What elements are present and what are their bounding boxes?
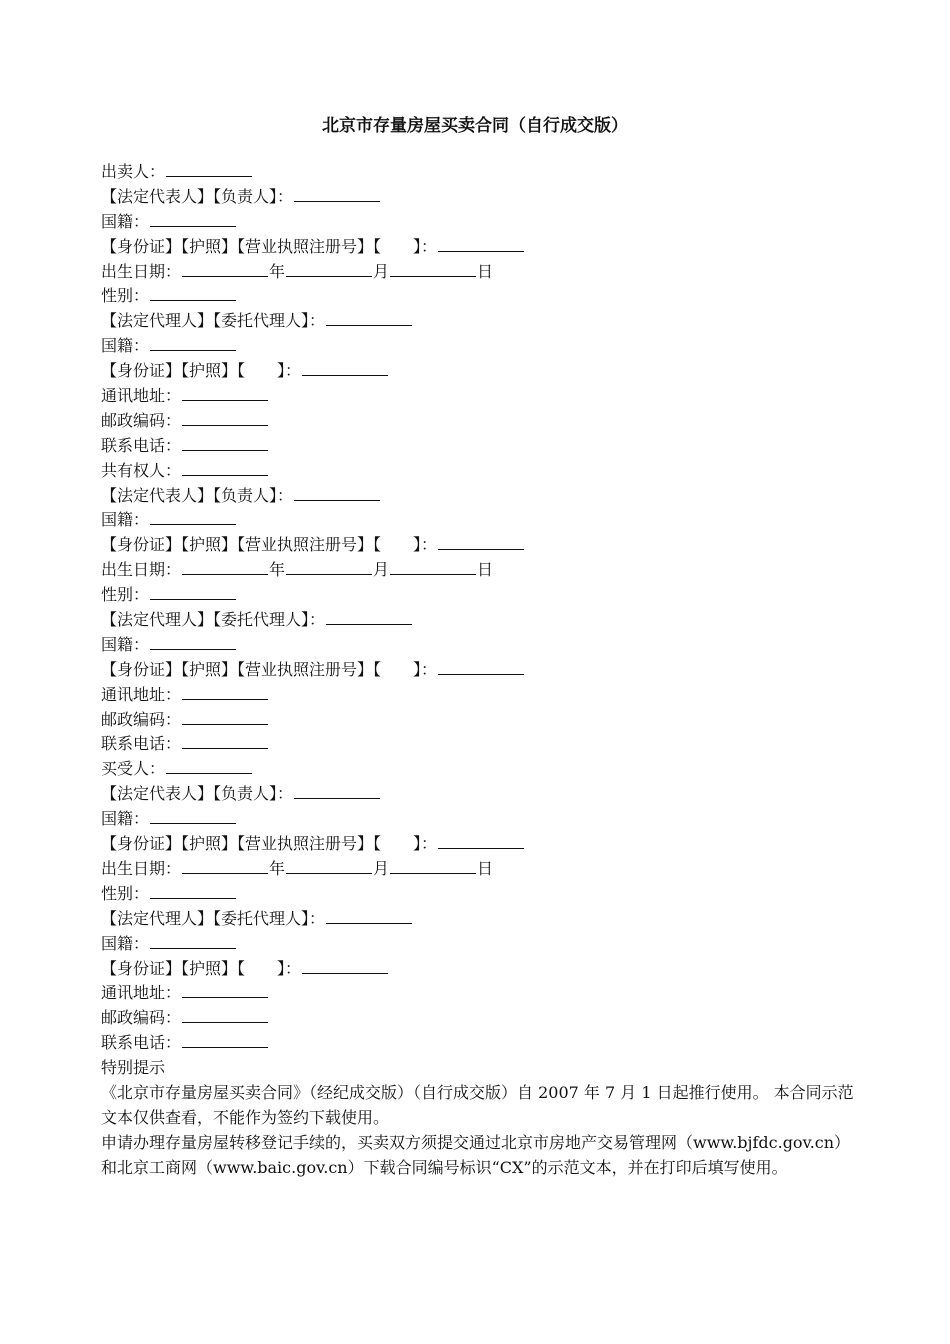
field-label: 邮政编码： <box>101 1008 182 1028</box>
field-label: 性别： <box>101 286 150 306</box>
field-label: 出生日期： <box>101 560 182 580</box>
field-label: 【身份证】【护照】【营业执照注册号】【 】： <box>101 535 438 555</box>
form-line <box>101 508 861 533</box>
day-blank[interactable] <box>390 559 476 575</box>
fill-in-blank[interactable] <box>438 534 524 550</box>
notice-heading: 特别提示 <box>101 1058 166 1078</box>
fill-in-blank[interactable] <box>150 335 236 351</box>
field-label: 通讯地址： <box>101 983 182 1003</box>
form-line <box>101 683 861 708</box>
field-label: 联系电话： <box>101 1033 182 1053</box>
form-line <box>101 160 861 185</box>
field-label: 国籍： <box>101 809 150 829</box>
fill-in-blank[interactable] <box>150 584 236 600</box>
form-line <box>101 882 861 907</box>
field-label: 【法定代表人】【负责人】： <box>101 485 294 505</box>
form-line <box>101 658 861 683</box>
day-unit: 日 <box>477 858 494 878</box>
fill-in-blank[interactable] <box>150 509 236 525</box>
form-line <box>101 409 861 434</box>
month-blank[interactable] <box>286 858 372 874</box>
form-line <box>101 533 861 558</box>
form-line <box>101 981 861 1006</box>
fill-in-blank[interactable] <box>438 659 524 675</box>
fill-in-blank[interactable] <box>438 833 524 849</box>
field-label: 国籍： <box>101 510 150 530</box>
field-label: 【身份证】【护照】【 】： <box>101 958 302 978</box>
field-label: 【法定代理人】【委托代理人】： <box>101 311 326 331</box>
day-unit: 日 <box>477 560 494 580</box>
fill-in-blank[interactable] <box>302 360 388 376</box>
form-line <box>101 558 861 583</box>
field-label: 邮政编码： <box>101 709 182 729</box>
form-line <box>101 459 861 484</box>
fill-in-blank[interactable] <box>294 485 380 501</box>
year-blank[interactable] <box>182 261 268 277</box>
form-line <box>101 1031 861 1056</box>
form-line <box>101 957 861 982</box>
fill-in-blank[interactable] <box>326 609 412 625</box>
month-blank[interactable] <box>286 261 372 277</box>
field-label: 性别： <box>101 585 150 605</box>
field-label: 国籍： <box>101 336 150 356</box>
fill-in-blank[interactable] <box>438 236 524 252</box>
fill-in-blank[interactable] <box>150 634 236 650</box>
form-line <box>101 384 861 409</box>
contract-body <box>101 160 861 1181</box>
field-label: 通讯地址： <box>101 684 182 704</box>
form-line <box>101 185 861 210</box>
form-line <box>101 359 861 384</box>
field-label: 【法定代理人】【委托代理人】： <box>101 908 326 928</box>
field-label: 联系电话： <box>101 734 182 754</box>
year-blank[interactable] <box>182 559 268 575</box>
form-line <box>101 210 861 235</box>
fill-in-blank[interactable] <box>150 883 236 899</box>
form-line <box>101 1006 861 1031</box>
field-label: 【法定代表人】【负责人】： <box>101 784 294 804</box>
fill-in-blank[interactable] <box>182 410 268 426</box>
form-line <box>101 907 861 932</box>
form-line <box>101 708 861 733</box>
fill-in-blank[interactable] <box>182 733 268 749</box>
fill-in-blank[interactable] <box>182 684 268 700</box>
form-line <box>101 583 861 608</box>
fill-in-blank[interactable] <box>182 385 268 401</box>
field-label: 共有权人： <box>101 460 182 480</box>
day-blank[interactable] <box>390 261 476 277</box>
form-line <box>101 309 861 334</box>
fill-in-blank[interactable] <box>326 908 412 924</box>
field-label: 【法定代表人】【负责人】： <box>101 186 294 206</box>
month-unit: 月 <box>373 261 390 281</box>
year-blank[interactable] <box>182 858 268 874</box>
field-label: 【身份证】【护照】【 】： <box>101 361 302 381</box>
month-blank[interactable] <box>286 559 372 575</box>
field-label: 联系电话： <box>101 435 182 455</box>
year-unit: 年 <box>269 858 286 878</box>
form-line <box>101 832 861 857</box>
form-line <box>101 757 861 782</box>
day-unit: 日 <box>477 261 494 281</box>
field-label: 性别： <box>101 883 150 903</box>
field-label: 【身份证】【护照】【营业执照注册号】【 】： <box>101 834 438 854</box>
fill-in-blank[interactable] <box>166 161 252 177</box>
field-label: 出生日期： <box>101 858 182 878</box>
form-line <box>101 334 861 359</box>
page-title: 北京市存量房屋买卖合同（自行成交版） <box>322 116 628 136</box>
form-line <box>101 782 861 807</box>
field-label: 通讯地址： <box>101 386 182 406</box>
fill-in-blank[interactable] <box>150 285 236 301</box>
field-label: 出生日期： <box>101 261 182 281</box>
notice-paragraph-1: 《北京市存量房屋买卖合同》（经纪成交版）（自行成交版）自 2007 年 7 月 1 日起推行使用。 本合同示范文本仅供查看，不能作为签约下载使用。 <box>101 1082 854 1127</box>
form-line <box>101 608 861 633</box>
form-line <box>101 235 861 260</box>
field-label: 【法定代理人】【委托代理人】： <box>101 610 326 630</box>
fill-in-blank[interactable] <box>182 435 268 451</box>
field-label: 国籍： <box>101 933 150 953</box>
form-line <box>101 434 861 459</box>
fill-in-blank[interactable] <box>294 783 380 799</box>
field-label: 邮政编码： <box>101 410 182 430</box>
form-line <box>101 260 861 285</box>
form-line <box>101 732 861 757</box>
fill-in-blank[interactable] <box>150 211 236 227</box>
day-blank[interactable] <box>390 858 476 874</box>
fill-in-blank[interactable] <box>182 709 268 725</box>
fill-in-blank[interactable] <box>166 758 252 774</box>
month-unit: 月 <box>373 858 390 878</box>
year-unit: 年 <box>269 560 286 580</box>
form-line <box>101 484 861 509</box>
fill-in-blank[interactable] <box>326 310 412 326</box>
fill-in-blank[interactable] <box>150 933 236 949</box>
fill-in-blank[interactable] <box>182 460 268 476</box>
notice-paragraph-2: 申请办理存量房屋转移登记手续的，买卖双方须提交通过北京市房地产交易管理网（www.bjfdc.gov.cn）和北京工商网（www.baic.gov.cn）下载合同编号标识“CX”的示范文本，并在打印后填写使用。 <box>101 1132 851 1177</box>
form-line <box>101 857 861 882</box>
field-label: 出卖人： <box>101 162 166 181</box>
fill-in-blank[interactable] <box>294 186 380 202</box>
party-info-form <box>101 160 861 1056</box>
fill-in-blank[interactable] <box>182 982 268 998</box>
field-label: 【身份证】【护照】【营业执照注册号】【 】： <box>101 659 438 679</box>
fill-in-blank[interactable] <box>150 808 236 824</box>
field-label: 国籍： <box>101 211 150 231</box>
form-line <box>101 932 861 957</box>
form-line <box>101 633 861 658</box>
month-unit: 月 <box>373 560 390 580</box>
year-unit: 年 <box>269 261 286 281</box>
field-label: 国籍： <box>101 634 150 654</box>
fill-in-blank[interactable] <box>182 1007 268 1023</box>
fill-in-blank[interactable] <box>182 1032 268 1048</box>
fill-in-blank[interactable] <box>302 958 388 974</box>
field-label: 【身份证】【护照】【营业执照注册号】【 】： <box>101 236 438 256</box>
form-line <box>101 284 861 309</box>
form-line <box>101 807 861 832</box>
field-label: 买受人： <box>101 759 166 779</box>
